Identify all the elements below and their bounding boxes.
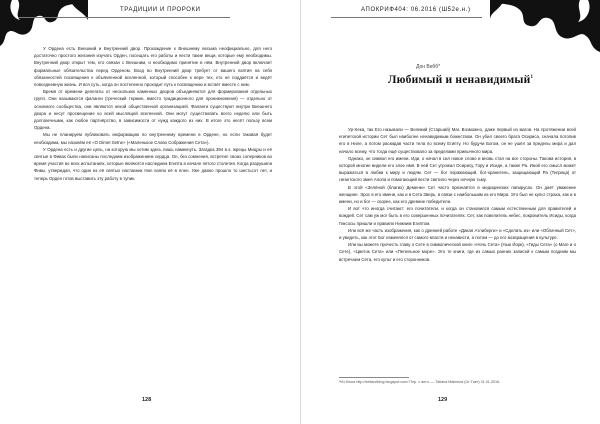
paragraph: Время от времени делегаты от нескольких каменных дворов объединяются для формирования отдельных групп. Они называются фаланги (греческий термин, вместо традиционного для проникновения) — отдельно от основного сообщества, они являются некой общественной организацией. Фаланги существуют внутри Внешнего двора и несут просвещение ко всей мыслящей вселенной. Они могут существовать всего неделю или быть долговечными, как любое партнёрство, в зависимости от нужд каждого из них. В итоге это несёт пользу всем Ордена. bbox=[34, 89, 272, 131]
tribal-ornament-icon bbox=[0, 0, 88, 46]
page-number: 129 bbox=[438, 397, 448, 403]
running-head: АПОКРИФ404: 06.2016 (Ш52е.н.) bbox=[361, 7, 471, 13]
footnote-rule bbox=[339, 377, 409, 378]
header-rule bbox=[18, 17, 230, 18]
title-footnote-mark: 1 bbox=[530, 75, 534, 81]
paragraph: Мы не планируем публиковать информацию по внутреннему времени в Ордене, но если таковая будет необходима, мы назовём её «О Dimet Setne» («Маленькое Слово Сображения Сета»). bbox=[34, 132, 272, 145]
body-text bbox=[34, 45, 272, 182]
page-number: 128 bbox=[142, 397, 152, 403]
paragraph: У Ордена есть Внешний и Внутренний двор. Прохождение к Внешнему весьма неофициально, для него достаточно простого желания изучать Орден, посещать его работы и нести такие вещи, которые ему необходимы. Внутренний двор открыт тем, кто связан с Внешним, и необходимо принятие в нём. Внутренний двор включает формальные обязательства перед Орденом. Вход во Внутренний двор требует от вашего взятия на себя обязанностей посвящения к объявленной вселенной, который способен к вере тех, кто не поддаётся и ведёт повседневную жизнь. И вся суть, когда он постепенно проходит путь к посвящению и встаёт вместе с ним. bbox=[34, 46, 272, 88]
paragraph: Ур-Хека, так Его называли — Великий (Старший) Маг. Возможно, даже первый из магов. На протяжении всей египетской истории Сет был наиболее ненавидимым божеством. Он убил своего брата Осириса, сначала потопив его в Ниле, а потом раскидав части тела по всему Египту. Но будучи Богом, он не ушёл за пределы мира и дал начало всему, что тогда ещё существовало за пределами привычного мира. bbox=[339, 127, 576, 154]
paragraph: И вот что иногда считают: его почитатели, и когда он становился самым естественным для правителей и вождей. Сет сам уж мог быть в его совершенных почитателях. Сет, как повелитель небес, покровитель Исиды, когда Гиксосы пришли и правили Нижним Египтом. bbox=[339, 206, 576, 226]
running-head: ТРАДИЦИИ И ПРОРОКИ bbox=[120, 7, 201, 13]
right-page bbox=[300, 0, 600, 424]
article-title bbox=[341, 74, 580, 86]
body-text bbox=[339, 126, 576, 263]
paragraph: Или вы можете прочесть главу о Сете в символической книге «Ночь Сета» (Нью Йорк), «Гиды Сета» (о Маге и о Сете), «Цветок Сета» или «Пепельное море». Это те книги, где из самых ранних записей к самым поздним мы встречаем Сета, его культ и его сторонников. bbox=[339, 242, 576, 262]
footnote: *Из блога http://setiandblog.blogspot.com/ Пер. с англ. — Tatiana Malinena (Ur-Тает) 31.01.2016. bbox=[339, 380, 501, 384]
paragraph: У Ордена есть и другие цель, на которую мы хотим здесь лишь намекнуть. Загадка 394 в.э. жрецы Мицры и её святые в Фивах были написаны последним изображением сердца. Он, без сомнения, встретил своих соперников во время участия во всех испытаниях, которые являются наследием Египта в начале пятого столетия. Когда разрушили Фивы, утверждая, что один из её святых наставник Нил взяли её в плен. Уже давно прошло то шестьсот лет, и теперь Орден готов выставить эту работу в тупик. bbox=[34, 146, 272, 181]
header-rule bbox=[331, 17, 482, 18]
paragraph: В этой «Зелёной (благих) Деменм» Сет часто признаётся в медицинских папирусах. Он даёт уважение женщине. Эрос в его имени, как и в Сета Зверь, в связи с наибольшим из его Мира. Это был не культ страха, как и в имени, но и бог — скорее, как его древние победители. bbox=[339, 184, 576, 205]
paragraph: Однако, он символ его имени. Иди, о начал в сил новое слово и вновь стал на все стороны. Такова история, в которой многие видели его злое имя. В ней Сет угрожал Осирису, Гору и Исиде, а также Ра. Иной его смысл может выражаться в любви к миру и людям. Сет — бог поражающий, бог-хранитель, защищающий Ра (Тигрица) от гигантского змея Апопа и помогающий вести светило через ночную тьму. bbox=[339, 155, 576, 183]
article-title-text: Любимый и ненавидимый bbox=[387, 74, 531, 86]
author-byline: Дон Вебб* bbox=[416, 64, 441, 70]
paragraph: Или всё же часть изображения, как о древней работе «Дикая Атлиберги» и «Сделать из» или «Облачный Сет», и увидеть, как этот Бог изменялся от самого власти и ненависти, а потом — до его возвращения в культуре. bbox=[339, 227, 576, 241]
tribal-ornament-icon bbox=[490, 0, 600, 52]
